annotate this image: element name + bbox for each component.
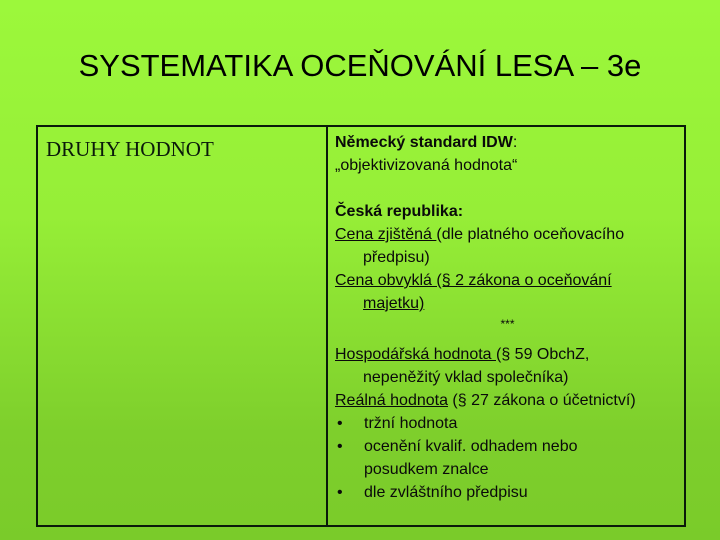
slide-title: SYSTEMATIKA OCEŇOVÁNÍ LESA – 3e: [78, 48, 642, 83]
bullet-icon: •: [337, 484, 343, 501]
bullet-text: dle zvláštního předpisu: [364, 484, 528, 501]
hospodarska-hodnota-cont: nepeněžitý vklad společníka): [363, 369, 569, 386]
bullet-icon: •: [337, 415, 343, 432]
german-standard-value: „objektivizovaná hodnota“: [335, 157, 518, 174]
right-column-box: [326, 125, 686, 527]
cena-obvykla-line2-text: majetku): [363, 295, 425, 312]
bullet-text-line1: ocenění kvalif. odhadem nebo: [364, 438, 578, 455]
german-colon: :: [512, 134, 518, 151]
cena-obvykla-line1: Cena obvyklá (§ 2 zákona o oceňování: [335, 272, 612, 289]
hospodarska-hodnota-line: [335, 343, 680, 366]
spacer: [335, 177, 680, 200]
realna-hodnota-line: [335, 389, 680, 412]
separator-stars: ***: [500, 317, 515, 331]
bullet-text: tržní hodnota: [364, 415, 458, 432]
realna-hodnota-desc: (§ 27 zákona o účetnictví): [447, 392, 636, 409]
hospodarska-hodnota-desc: (§ 59 ObchZ,: [496, 346, 590, 363]
bullet-item: [335, 435, 680, 481]
german-standard-line: [335, 131, 680, 154]
hospodarska-hodnota-term: Hospodářská hodnota: [335, 346, 496, 363]
right-column-content: [335, 131, 680, 504]
cena-obvykla-line2: [335, 292, 680, 315]
realna-hodnota-term: Reálná hodnota: [335, 392, 448, 409]
bullet-text: [364, 435, 577, 481]
left-column-box: [36, 125, 328, 527]
cena-zjistena-term: Cena zjištěná: [335, 226, 437, 243]
bullet-text-line2: posudkem znalce: [364, 461, 489, 478]
bullet-icon: •: [337, 438, 343, 455]
czech-heading: Česká republika:: [335, 203, 464, 220]
cena-zjistena-cont: předpisu): [363, 249, 430, 266]
bullet-item: [335, 412, 680, 435]
cena-zjistena-desc: (dle platného oceňovacího: [436, 226, 625, 243]
left-column-heading: DRUHY HODNOT: [46, 137, 214, 161]
spacer: [335, 333, 680, 343]
german-standard-heading: Německý standard IDW: [335, 134, 513, 151]
bullet-item: [335, 481, 680, 504]
cena-zjistena-line: [335, 223, 680, 246]
